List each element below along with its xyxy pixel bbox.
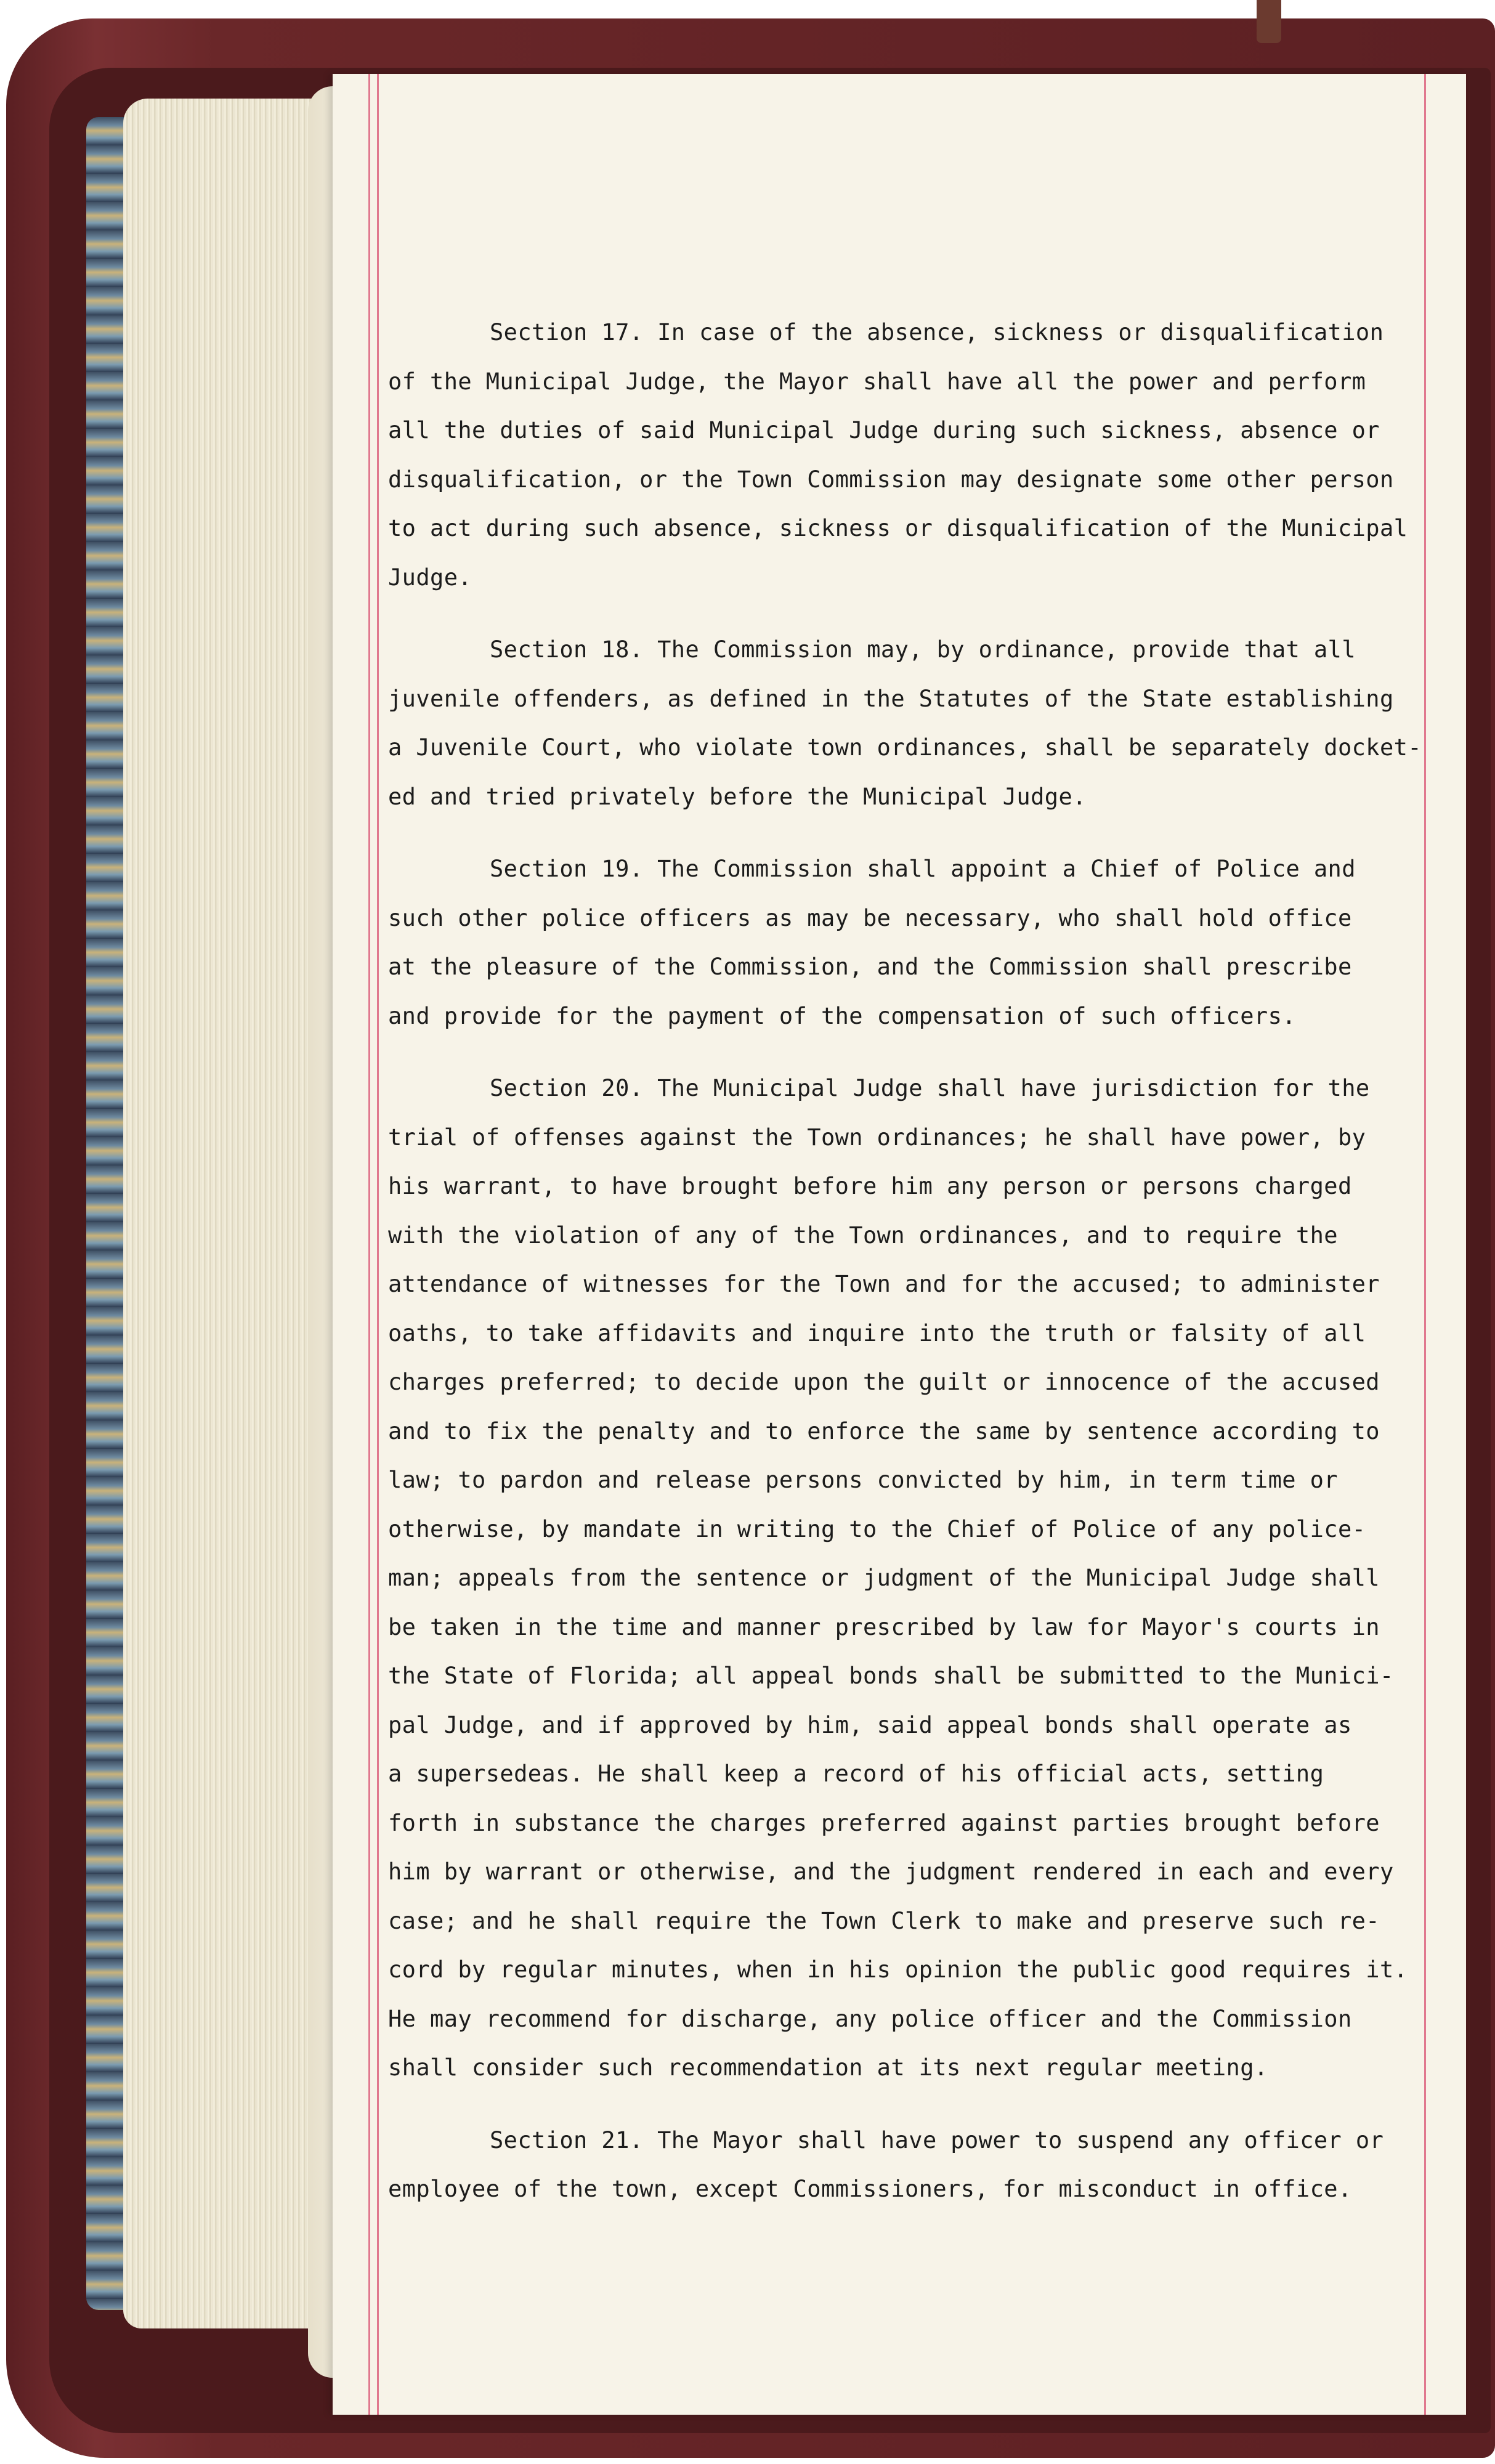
text-line: be taken in the time and manner prescribed by law for Mayor's courts in — [388, 1613, 1380, 1640]
text-line: to act during such absence, sickness or disqualification of the Municipal — [388, 515, 1408, 541]
bookmark-clip — [1257, 0, 1281, 43]
text-line: Section 18. The Commission may, by ordinance, provide that all — [490, 636, 1356, 663]
text-line: He may recommend for discharge, any police officer and the Commission — [388, 2005, 1352, 2032]
section-20-paragraph — [388, 1064, 1435, 2093]
text-line: oaths, to take affidavits and inquire into the truth or falsity of all — [388, 1319, 1366, 1347]
text-line: Section 17. In case of the absence, sickness or disqualification — [490, 319, 1384, 346]
text-line: a supersedeas. He shall keep a record of his official acts, setting — [388, 1761, 1324, 1787]
text-line: at the pleasure of the Commission, and the Commission shall prescribe — [388, 954, 1352, 980]
text-line: trial of offenses against the Town ordinances; he shall have power, by — [388, 1124, 1366, 1151]
text-line: him by warrant or otherwise, and the judgment rendered in each and every — [388, 1858, 1394, 1885]
text-line: Section 21. The Mayor shall have power to suspend any officer or — [490, 2126, 1384, 2154]
text-line: shall consider such recommendation at its next regular meeting. — [388, 2054, 1268, 2081]
text-line: Section 20. The Municipal Judge shall have jurisdiction for the — [490, 1075, 1370, 1101]
left-margin-rule-2 — [377, 74, 379, 2415]
text-line: Section 19. The Commission shall appoint a Chief of Police and — [490, 856, 1356, 882]
text-line: disqualification, or the Town Commission may designate some other person — [388, 466, 1394, 493]
text-line: law; to pardon and release persons convicted by him, in term time or — [388, 1467, 1338, 1493]
text-line: a Juvenile Court, who violate town ordinances, shall be separately docket- — [388, 734, 1422, 761]
text-line: and provide for the payment of the compensation of such officers. — [388, 1002, 1296, 1029]
text-line: employee of the town, except Commissioners, for misconduct in office. — [388, 2176, 1352, 2202]
left-margin-rule — [368, 74, 370, 2415]
text-line: juvenile offenders, as defined in the Statutes of the State establishing — [388, 685, 1394, 712]
text-line: with the violation of any of the Town ordinances, and to require the — [388, 1222, 1338, 1249]
text-line: all the duties of said Municipal Judge during such sickness, absence or — [388, 417, 1380, 444]
text-line: man; appeals from the sentence or judgment of the Municipal Judge shall — [388, 1565, 1380, 1591]
section-18-paragraph — [388, 625, 1435, 821]
text-line: the State of Florida; all appeal bonds shall be submitted to the Munici- — [388, 1663, 1394, 1689]
section-17-paragraph — [388, 308, 1435, 602]
text-line: forth in substance the charges preferred against parties brought before — [388, 1809, 1380, 1836]
text-line: attendance of witnesses for the Town and for the accused; to administer — [388, 1271, 1380, 1297]
typed-text-body — [388, 308, 1435, 2237]
text-line: otherwise, by mandate in writing to the Chief of Police of any police- — [388, 1515, 1366, 1542]
text-line: such other police officers as may be necessary, who shall hold office — [388, 904, 1352, 931]
section-21-paragraph — [388, 2116, 1435, 2214]
text-line: Judge. — [388, 564, 472, 591]
text-line: his warrant, to have brought before him any person or persons charged — [388, 1173, 1352, 1199]
text-line: cord by regular minutes, when in his opinion the public good requires it. — [388, 1956, 1408, 1983]
text-line: case; and he shall require the Town Clerk to make and preserve such re- — [388, 1907, 1380, 1934]
text-line: of the Municipal Judge, the Mayor shall have all the power and perform — [388, 368, 1366, 395]
section-19-paragraph — [388, 845, 1435, 1040]
text-line: charges preferred; to decide upon the guilt or innocence of the accused — [388, 1369, 1380, 1395]
text-line: pal Judge, and if approved by him, said appeal bonds shall operate as — [388, 1711, 1352, 1738]
text-line: and to fix the penalty and to enforce the same by sentence according to — [388, 1417, 1380, 1445]
text-line: ed and tried privately before the Municipal Judge. — [388, 783, 1087, 810]
